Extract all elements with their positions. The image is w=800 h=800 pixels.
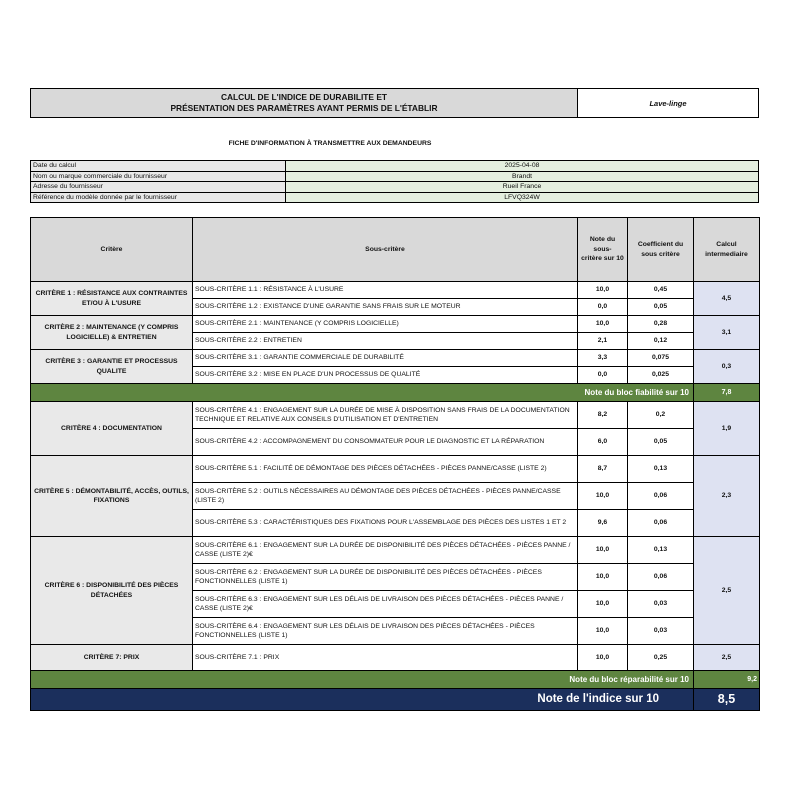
product-type: Lave-linge [577, 88, 759, 118]
sub-criterion-coef: 0,25 [628, 645, 694, 671]
sub-criterion-label: SOUS-CRITÈRE 6.3 : ENGAGEMENT SUR LES DÉLAIS DE LIVRAISON DES PIÈCES DÉTACHÉES - PIÈCES PANNE / CASSE (LISTE 2)€ [193, 591, 578, 618]
reparabilite-score-row [31, 671, 760, 689]
table-row [31, 537, 760, 564]
fiche-label: FICHE D'INFORMATION À TRANSMETTRE AUX DEMANDEURS [228, 140, 432, 147]
sub-criterion-coef: 0,03 [628, 618, 694, 645]
info-row [31, 182, 759, 193]
index-score-row [31, 689, 760, 711]
supplier-info-table [30, 160, 759, 203]
sub-criterion-coef: 0,03 [628, 591, 694, 618]
info-row [31, 161, 759, 172]
sub-criterion-note: 10,0 [578, 564, 628, 591]
col-header-coefficient [628, 218, 694, 282]
sub-criterion-note: 10,0 [578, 645, 628, 671]
sub-criterion-coef: 0,13 [628, 537, 694, 564]
sub-criterion-coef: 0,12 [628, 333, 694, 350]
info-row [31, 192, 759, 203]
criterion-7-name: CRITÈRE 7: PRIX [31, 645, 193, 671]
sub-criterion-note: 2,1 [578, 333, 628, 350]
table-row [31, 645, 760, 671]
table-header-row [31, 218, 760, 282]
sub-criterion-note: 10,0 [578, 282, 628, 299]
index-value: 8,5 [694, 689, 760, 711]
coef-header-line-2: sous critère [641, 250, 680, 258]
sub-criterion-coef: 0,075 [628, 350, 694, 367]
sub-criterion-note: 10,0 [578, 537, 628, 564]
sub-criterion-label: SOUS-CRITÈRE 6.1 : ENGAGEMENT SUR LA DURÉE DE DISPONIBILITÉ DES PIÈCES DÉTACHÉES - PIÈCES PANNE / CASSE (LISTE 2)€ [193, 537, 578, 564]
info-label: Référence du modèle donnée par le fournisseur [31, 192, 286, 203]
fiabilite-value: 7,8 [694, 384, 760, 402]
sub-criterion-label: SOUS-CRITÈRE 3.2 : MISE EN PLACE D'UN PROCESSUS DE QUALITÉ [193, 367, 578, 384]
criterion-6-name: CRITÈRE 6 : DISPONIBILITÉ DES PIÈCES DÉTACHÉES [31, 537, 193, 645]
index-label: Note de l'indice sur 10 [31, 689, 694, 711]
criterion-5-name: CRITÈRE 5 : DÉMONTABILITÉ, ACCÈS, OUTILS, FIXATIONS [31, 456, 193, 537]
criterion-1-intermediate: 4,5 [694, 282, 760, 316]
fiabilite-score-row [31, 384, 760, 402]
sub-criterion-label: SOUS-CRITÈRE 6.4 : ENGAGEMENT SUR LES DÉLAIS DE LIVRAISON DES PIÈCES DÉTACHÉES - PIÈCES FONCTIONNELLES (LISTE 1) [193, 618, 578, 645]
col-header-critere: Critère [31, 218, 193, 282]
sub-criterion-label: SOUS-CRITÈRE 5.2 : OUTILS NÉCESSAIRES AU DÉMONTAGE DES PIÈCES DÉTACHÉES - PIÈCES PANNE/CASSE (LISTE 2) [193, 483, 578, 510]
sub-criterion-coef: 0,05 [628, 429, 694, 456]
criterion-4-intermediate: 1,9 [694, 402, 760, 456]
criterion-1-name: CRITÈRE 1 : RÉSISTANCE AUX CONTRAINTES ET/OU À L'USURE [31, 282, 193, 316]
criterion-6-intermediate: 2,5 [694, 537, 760, 645]
criterion-3-name: CRITÈRE 3 : GARANTIE ET PROCESSUS QUALITE [31, 350, 193, 384]
sub-criterion-label: SOUS-CRITÈRE 4.2 : ACCOMPAGNEMENT DU CONSOMMATEUR POUR LE DIAGNOSTIC ET LA RÉPARATION [193, 429, 578, 456]
note-header-line-2: critère sur 10 [581, 255, 624, 263]
title-line-1: CALCUL DE L'INDICE DE DURABILITE ET [220, 92, 388, 102]
sub-criterion-label: SOUS-CRITÈRE 6.2 : ENGAGEMENT SUR LA DURÉE DE DISPONIBILITÉ DES PIÈCES DÉTACHÉES - PIÈCES FONCTIONNELLES (LISTE 1) [193, 564, 578, 591]
sub-criterion-coef: 0,025 [628, 367, 694, 384]
sub-criterion-coef: 0,06 [628, 483, 694, 510]
sub-criterion-coef: 0,06 [628, 510, 694, 537]
criterion-5-intermediate: 2,3 [694, 456, 760, 537]
info-label: Nom ou marque commerciale du fournisseur [31, 171, 286, 182]
info-label: Adresse du fournisseur [31, 182, 286, 193]
title-line-2: PRÉSENTATION DES PARAMÈTRES AYANT PERMIS DE L'ÉTABLIR [170, 103, 438, 113]
col-header-calcul [694, 218, 760, 282]
sub-criterion-coef: 0,13 [628, 456, 694, 483]
sub-criterion-label: SOUS-CRITÈRE 5.3 : CARACTÉRISTIQUES DES FIXATIONS POUR L'ASSEMBLAGE DES PIÈCES DES LISTES 1 ET 2 [193, 510, 578, 537]
table-row [31, 456, 760, 483]
sub-criterion-label: SOUS-CRITÈRE 1.1 : RÉSISTANCE À L'USURE [193, 282, 578, 299]
info-value: 2025-04-08 [286, 161, 759, 172]
reparabilite-value: 9,2 [694, 671, 760, 689]
criterion-4-name: CRITÈRE 4 : DOCUMENTATION [31, 402, 193, 456]
sub-criterion-coef: 0,45 [628, 282, 694, 299]
sub-criterion-label: SOUS-CRITÈRE 4.1 : ENGAGEMENT SUR LA DURÉE DE MISE À DISPOSITION SANS FRAIS DE LA DOCUMENTATION TECHNIQUE ET RELATIVE AUX CONSEILS D'UTILISATION ET D'ENTRETIEN [193, 402, 578, 429]
sub-criterion-note: 8,7 [578, 456, 628, 483]
note-header-line-1: Note du sous- [589, 236, 616, 253]
coef-header-line-1: Coefficient du [637, 241, 684, 248]
info-row [31, 171, 759, 182]
table-row [31, 316, 760, 333]
calc-header-line-1: Calcul [716, 241, 737, 248]
sub-criterion-coef: 0,06 [628, 564, 694, 591]
fiabilite-label: Note du bloc fiabilité sur 10 [31, 384, 694, 402]
info-label: Date du calcul [31, 161, 286, 172]
table-row [31, 402, 760, 429]
sub-criterion-note: 10,0 [578, 591, 628, 618]
sub-criterion-note: 10,0 [578, 618, 628, 645]
reparabilite-label: Note du bloc réparabilité sur 10 [31, 671, 694, 689]
sub-criterion-note: 0,0 [578, 299, 628, 316]
criterion-2-name: CRITÈRE 2 : MAINTENANCE (Y COMPRIS LOGICIELLE) & ENTRETIEN [31, 316, 193, 350]
sub-criterion-label: SOUS-CRITÈRE 2.1 : MAINTENANCE (Y COMPRIS LOGICIELLE) [193, 316, 578, 333]
col-header-note [578, 218, 628, 282]
info-value: Brandt [286, 171, 759, 182]
sub-criterion-note: 6,0 [578, 429, 628, 456]
sub-criterion-note: 10,0 [578, 316, 628, 333]
info-value: Rueil France [286, 182, 759, 193]
sub-criterion-coef: 0,28 [628, 316, 694, 333]
sub-criterion-label: SOUS-CRITÈRE 1.2 : EXISTANCE D'UNE GARANTIE SANS FRAIS SUR LE MOTEUR [193, 299, 578, 316]
criterion-3-intermediate: 0,3 [694, 350, 760, 384]
sub-criterion-note: 9,6 [578, 510, 628, 537]
sub-criterion-coef: 0,2 [628, 402, 694, 429]
info-value: LFVQ324W [286, 192, 759, 203]
sub-criterion-coef: 0,05 [628, 299, 694, 316]
criterion-7-intermediate: 2,5 [694, 645, 760, 671]
sub-criterion-label: SOUS-CRITÈRE 2.2 : ENTRETIEN [193, 333, 578, 350]
sub-criterion-note: 8,2 [578, 402, 628, 429]
table-row [31, 282, 760, 299]
sub-criterion-label: SOUS-CRITÈRE 7.1 : PRIX [193, 645, 578, 671]
sub-criterion-note: 10,0 [578, 483, 628, 510]
document-title [30, 88, 578, 118]
col-header-sous-critere: Sous-critère [193, 218, 578, 282]
durability-index-table [30, 217, 760, 711]
calc-header-line-2: intermediaire [705, 250, 748, 258]
criterion-2-intermediate: 3,1 [694, 316, 760, 350]
table-row [31, 350, 760, 367]
sub-criterion-label: SOUS-CRITÈRE 3.1 : GARANTIE COMMERCIALE DE DURABILITÉ [193, 350, 578, 367]
sub-criterion-note: 0,0 [578, 367, 628, 384]
sub-criterion-label: SOUS-CRITÈRE 5.1 : FACILITÉ DE DÉMONTAGE DES PIÈCES DÉTACHÉES - PIÈCES PANNE/CASSE (LISTE 2) [193, 456, 578, 483]
sub-criterion-note: 3,3 [578, 350, 628, 367]
